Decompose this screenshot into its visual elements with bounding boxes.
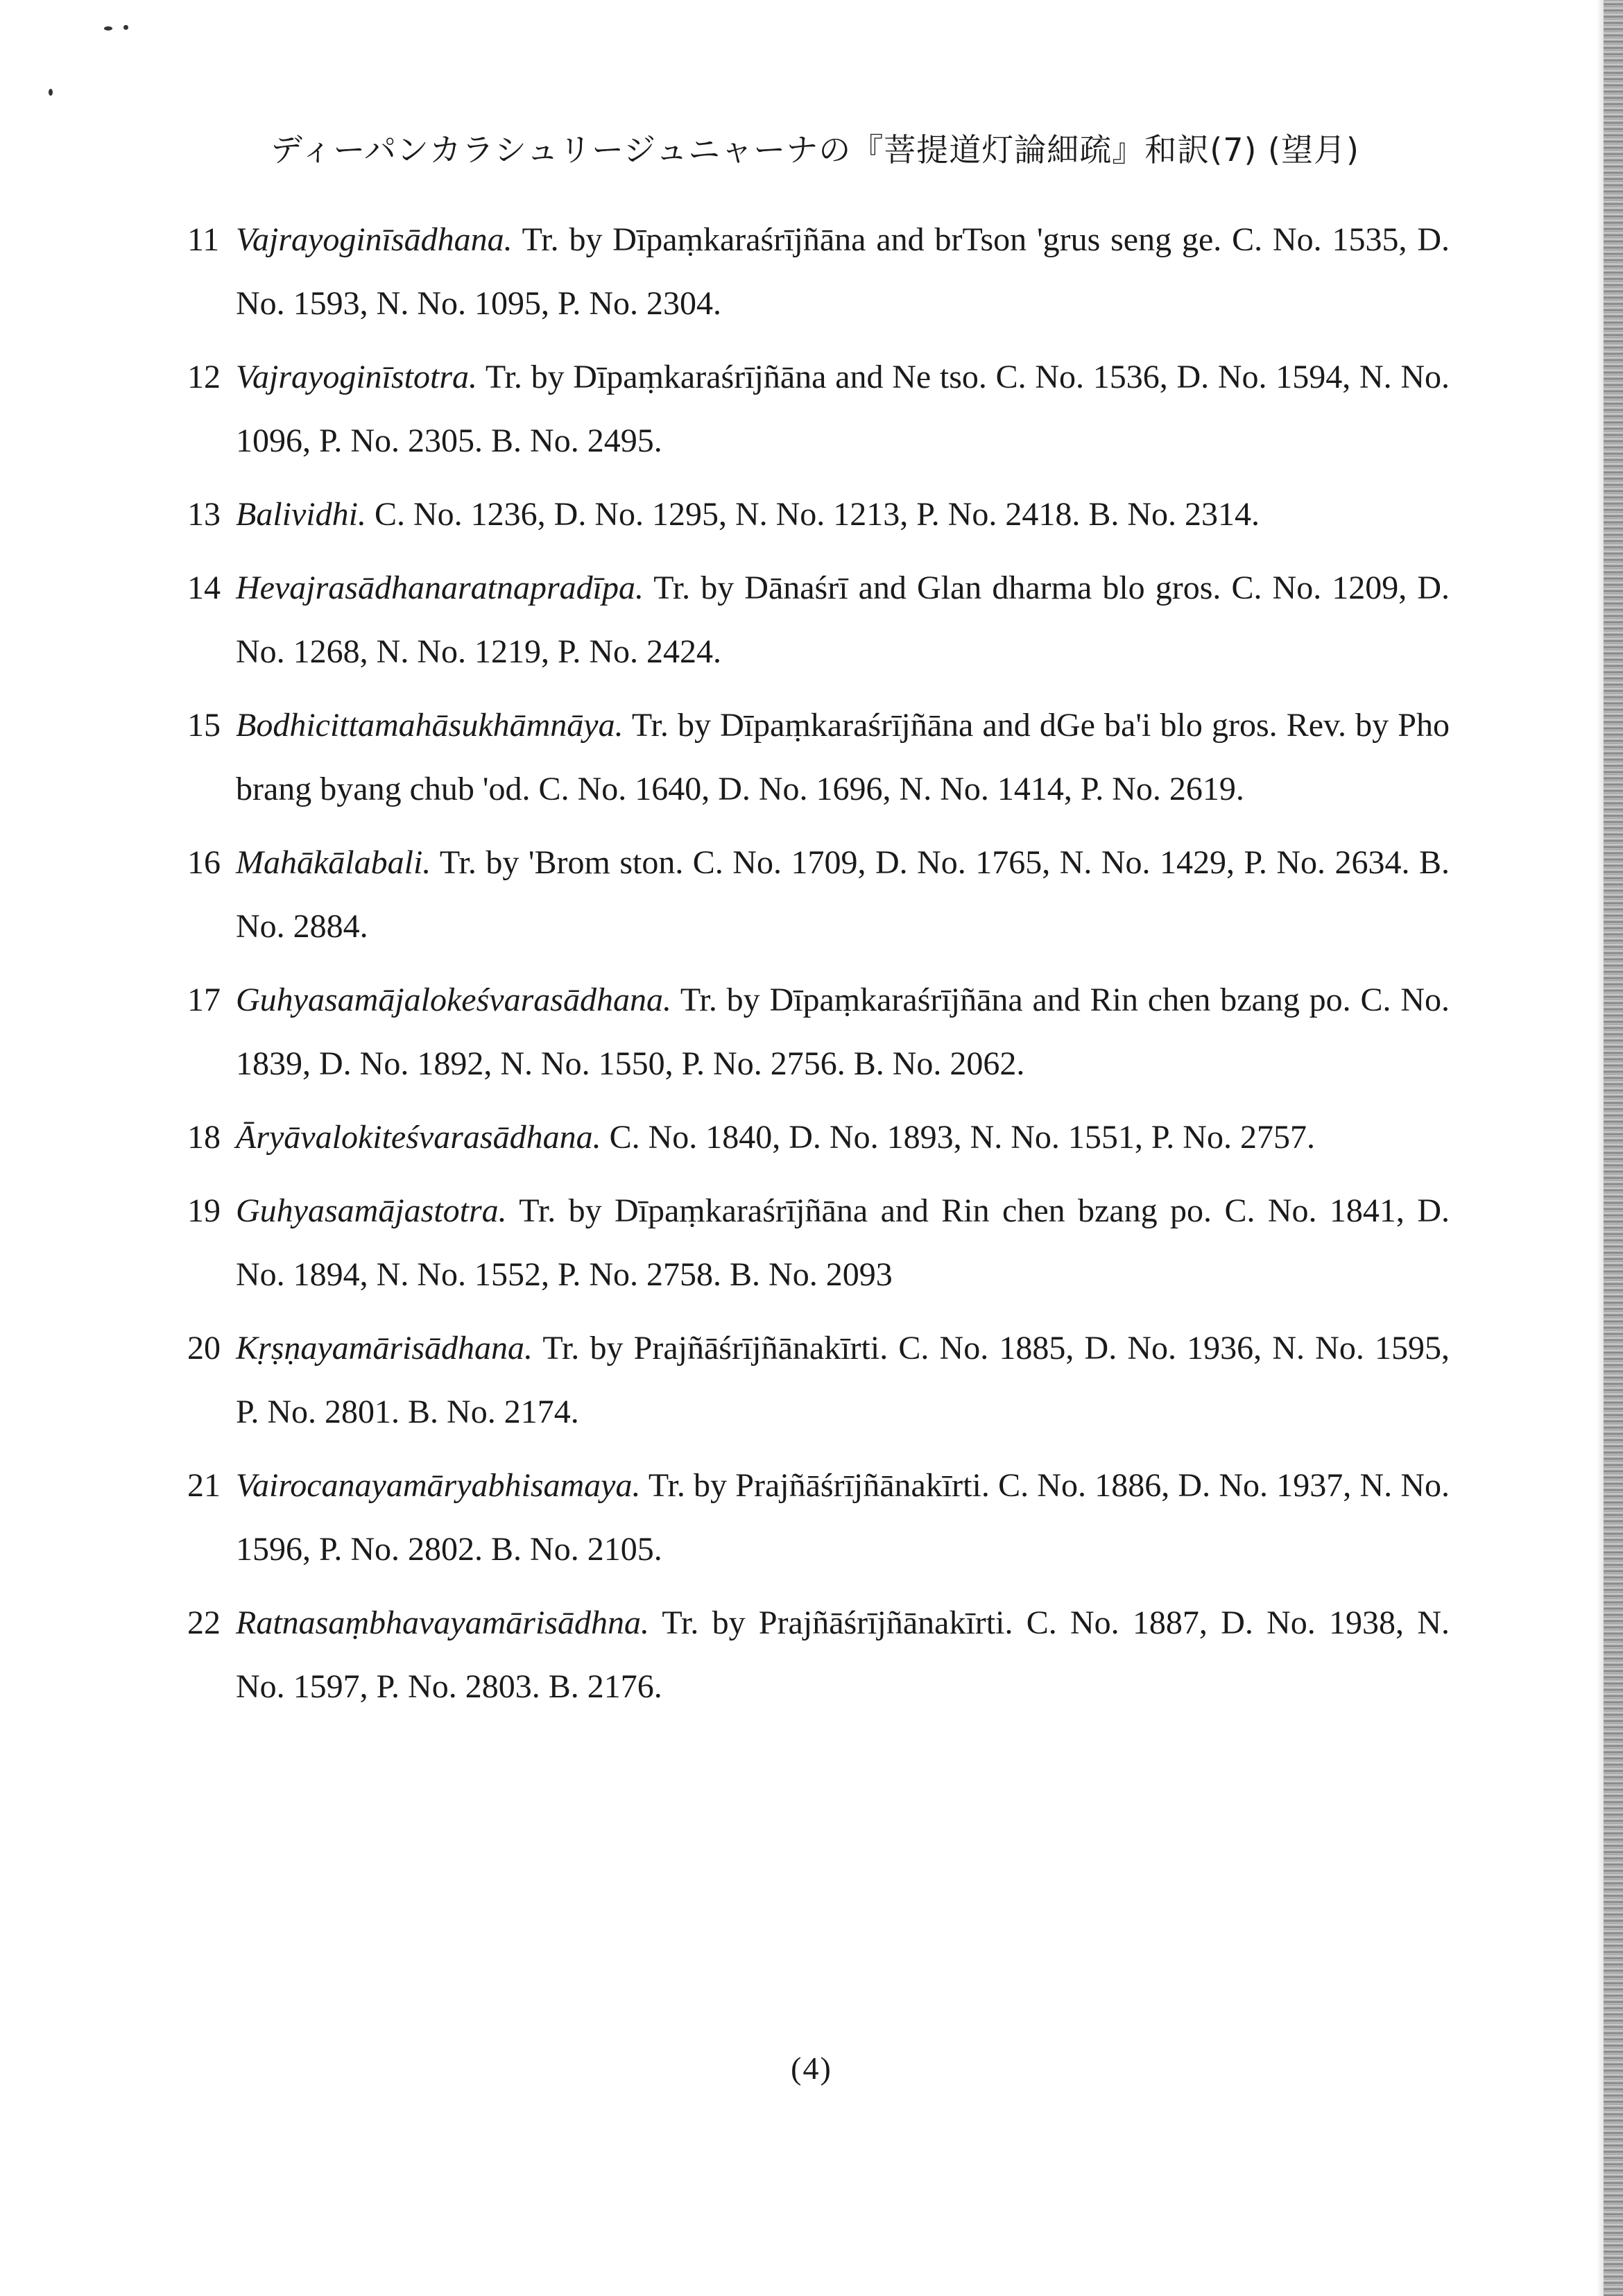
page-number: (4) bbox=[791, 2050, 832, 2086]
entry-details: Tr. by Prajñāśrījñānakīrti. C. No. 1885, D. No. 1936, N. No. 1595, P. No. 2801. B. No. 2174. bbox=[236, 1330, 1450, 1430]
entry-title: Vajrayoginīsādhana. bbox=[236, 221, 513, 258]
entry-title: Mahākālabali. bbox=[236, 844, 431, 881]
bibliography-list bbox=[187, 208, 1450, 1729]
entry-number: 17 bbox=[187, 982, 221, 1018]
entry-number: 15 bbox=[187, 707, 221, 744]
list-item bbox=[187, 1454, 1450, 1582]
entry-details: Tr. by Dīpaṃkaraśrījñāna and brTson 'grus seng ge. C. No. 1535, D. No. 1593, N. No. 1095, P. No. 2304. bbox=[236, 221, 1450, 322]
scan-speck bbox=[104, 26, 112, 31]
entry-details: Tr. by Dīpaṃkaraśrījñāna and dGe ba'i blo gros. Rev. by Pho brang byang chub 'od. C. No. 1640, D. No. 1696, N. No. 1414, P. No. 2619. bbox=[236, 707, 1450, 807]
list-item bbox=[187, 1591, 1450, 1719]
entry-details: C. No. 1840, D. No. 1893, N. No. 1551, P. No. 2757. bbox=[601, 1119, 1315, 1156]
list-item bbox=[187, 1317, 1450, 1444]
entry-number: 12 bbox=[187, 359, 221, 395]
entry-number: 19 bbox=[187, 1192, 221, 1229]
entry-details: Tr. by Dīpaṃkaraśrījñāna and Rin chen bzang po. C. No. 1841, D. No. 1894, N. No. 1552, P. No. 2758. B. No. 2093 bbox=[236, 1192, 1450, 1293]
list-item bbox=[187, 345, 1450, 473]
entry-title: Vairocanayamāryabhisamaya. bbox=[236, 1467, 641, 1504]
list-item bbox=[187, 483, 1450, 547]
entry-title: Balividhi. bbox=[236, 496, 366, 533]
scan-edge bbox=[1604, 0, 1623, 2296]
entry-title: Bodhicittamahāsukhāmnāya. bbox=[236, 707, 624, 744]
entry-details: Tr. by 'Brom ston. C. No. 1709, D. No. 1765, N. No. 1429, P. No. 2634. B. No. 2884. bbox=[236, 844, 1450, 945]
entry-details: C. No. 1236, D. No. 1295, N. No. 1213, P. No. 2418. B. No. 2314. bbox=[366, 496, 1260, 533]
entry-number: 22 bbox=[187, 1604, 221, 1641]
entry-title: Vajrayoginīstotra. bbox=[236, 359, 478, 395]
entry-details: Tr. by Dīpaṃkaraśrījñāna and Ne tso. C. No. 1536, D. No. 1594, N. No. 1096, P. No. 2305. B. No. 2495. bbox=[236, 359, 1450, 459]
entry-details: Tr. by Dīpaṃkaraśrījñāna and Rin chen bzang po. C. No. 1839, D. No. 1892, N. No. 1550, P. No. 2756. B. No. 2062. bbox=[236, 982, 1450, 1082]
scan-shadow bbox=[1597, 0, 1604, 2296]
list-item bbox=[187, 556, 1450, 684]
entry-number: 18 bbox=[187, 1119, 221, 1156]
entry-title: Āryāvalokiteśvarasādhana. bbox=[236, 1119, 601, 1156]
list-item bbox=[187, 968, 1450, 1096]
scan-speck bbox=[49, 89, 53, 96]
entry-title: Kṛṣṇayamārisādhana. bbox=[236, 1330, 533, 1367]
running-header: ディーパンカラシュリージュニャーナの『菩提道灯論細疏』和訳(7) (望月) bbox=[270, 131, 1359, 169]
entry-number: 11 bbox=[187, 221, 220, 258]
scan-speck bbox=[123, 25, 128, 30]
entry-number: 13 bbox=[187, 496, 221, 533]
entry-details: Tr. by Dānaśrī and Glan dharma blo gros. C. No. 1209, D. No. 1268, N. No. 1219, P. No. 2424. bbox=[236, 569, 1450, 670]
list-item bbox=[187, 208, 1450, 336]
entry-details: Tr. by Prajñāśrījñānakīrti. C. No. 1886, D. No. 1937, N. No. 1596, P. No. 2802. B. No. 2105. bbox=[236, 1467, 1450, 1568]
entry-details: Tr. by Prajñāśrījñānakīrti. C. No. 1887, D. No. 1938, N. No. 1597, P. No. 2803. B. 2176. bbox=[236, 1604, 1450, 1705]
entry-title: Guhyasamājalokeśvarasādhana. bbox=[236, 982, 671, 1018]
entry-title: Hevajrasādhanaratnapradīpa. bbox=[236, 569, 644, 606]
entry-number: 21 bbox=[187, 1467, 221, 1504]
list-item bbox=[187, 831, 1450, 959]
entry-title: Ratnasaṃbhavayamārisādhna. bbox=[236, 1604, 649, 1641]
entry-title: Guhyasamājastotra. bbox=[236, 1192, 507, 1229]
entry-number: 14 bbox=[187, 569, 221, 606]
entry-number: 16 bbox=[187, 844, 221, 881]
list-item bbox=[187, 694, 1450, 821]
list-item bbox=[187, 1179, 1450, 1307]
list-item bbox=[187, 1106, 1450, 1170]
entry-number: 20 bbox=[187, 1330, 221, 1367]
